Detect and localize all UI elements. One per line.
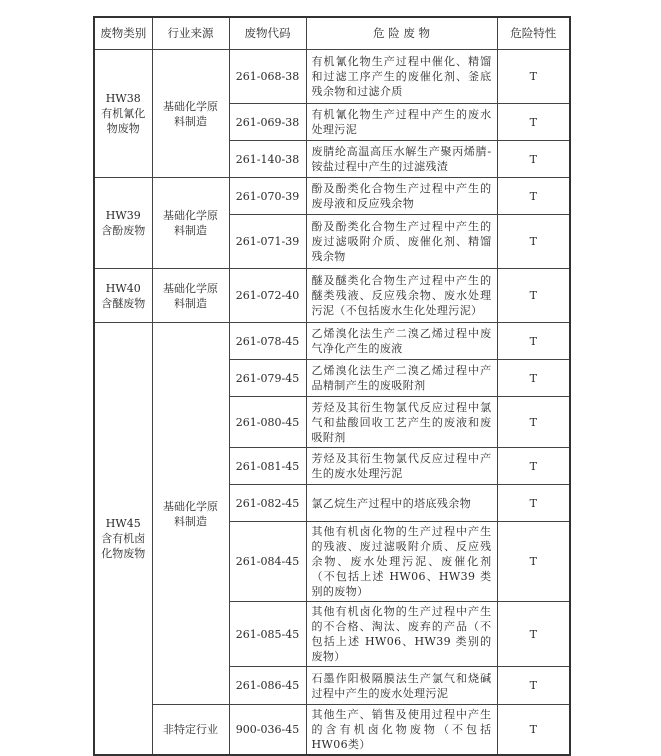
header-waste: 危 险 废 物 [306,17,497,50]
waste-description-cell: 其他有机卤化物的生产过程中产生的不合格、淘汰、废弃的产品（不包括上述 HW06、HW39 类别的废物） [306,602,497,667]
table-body [94,50,570,756]
hazard-property-cell: T [497,448,570,485]
industry-source-cell: 基础化学原料制造 [152,178,229,269]
waste-code-cell: 261-070-39 [229,178,306,215]
waste-code-cell: 900-036-45 [229,705,306,756]
table-header [94,17,570,50]
waste-code-cell: 261-080-45 [229,397,306,448]
table-row [94,323,570,360]
hazard-property-cell: T [497,705,570,756]
category-cell [94,323,152,756]
hazard-property-cell: T [497,667,570,705]
industry-source-cell: 基础化学原料制造 [152,269,229,323]
category-name: 含醚废物 [101,296,146,310]
table-row [94,269,570,323]
waste-description-cell: 其他生产、销售及使用过程中产生的含有机卤化物废物（不包括HW06类） [306,705,497,756]
header-row [94,17,570,50]
waste-code-cell: 261-071-39 [229,215,306,269]
waste-code-cell: 261-068-38 [229,50,306,104]
waste-code-cell: 261-081-45 [229,448,306,485]
industry-source-cell: 非特定行业 [152,705,229,756]
hazard-property-cell: T [497,178,570,215]
header-code: 废物代码 [229,17,306,50]
hazard-property-cell: T [497,602,570,667]
waste-code-cell: 261-069-38 [229,104,306,141]
waste-description-cell: 废腈纶高温高压水解生产聚丙烯腈-铵盐过程中产生的过滤残渣 [306,141,497,178]
waste-code-cell: 261-084-45 [229,522,306,602]
category-name: 含酚废物 [101,224,146,237]
hazardous-waste-table [93,16,571,756]
waste-description-cell: 其他有机卤化物的生产过程中产生的残液、废过滤吸附介质、反应残余物、废水处理污泥、废催化剂（不包括上述 HW06、HW39 类别的废物） [306,522,497,602]
waste-description-cell: 石墨作阳极隔膜法生产氯气和烧碱过程中产生的废水处理污泥 [306,667,497,705]
hazard-property-cell: T [497,215,570,269]
hazard-property-cell: T [497,104,570,141]
waste-code-cell: 261-079-45 [229,360,306,397]
waste-code-cell: 261-082-45 [229,485,306,522]
waste-description-cell: 乙烯溴化法生产二溴乙烯过程中产品精制产生的废吸附剂 [306,360,497,397]
industry-source-cell: 基础化学原料制造 [152,323,229,705]
category-code: HW39 [105,209,141,222]
category-name: 有机氰化 [101,107,146,120]
table-row [94,50,570,104]
hazard-property-cell: T [497,269,570,323]
hazard-property-cell: T [497,397,570,448]
waste-description-cell: 芳烃及其衍生物氯代反应过程中氯气和盐酸回收工艺产生的废液和废吸附剂 [306,397,497,448]
waste-code-cell: 261-085-45 [229,602,306,667]
waste-code-cell: 261-086-45 [229,667,306,705]
category-name: 化物废物 [101,547,146,560]
header-hazard: 危险特性 [497,17,570,50]
waste-description-cell: 乙烯溴化法生产二溴乙烯过程中废气净化产生的废液 [306,323,497,360]
hazard-property-cell: T [497,360,570,397]
table-row [94,178,570,215]
waste-description-cell: 醚及醚类化合物生产过程中产生的醚类残液、反应残余物、废水处理污泥（不包括废水生化处理污泥） [306,269,497,323]
category-name: 含有机卤 [101,532,146,545]
hazard-property-cell: T [497,141,570,178]
waste-description-cell: 氯乙烷生产过程中的塔底残余物 [306,485,497,522]
hazard-property-cell: T [497,485,570,522]
category-cell [94,178,152,269]
header-category: 废物类别 [94,17,152,50]
waste-code-cell: 261-072-40 [229,269,306,323]
waste-description-cell: 酚及酚类化合物生产过程中产生的废过滤吸附介质、废催化剂、精馏残余物 [306,215,497,269]
waste-description-cell: 芳烃及其衍生物氯代反应过程中产生的废水处理污泥 [306,448,497,485]
waste-code-cell: 261-078-45 [229,323,306,360]
header-source: 行业来源 [152,17,229,50]
hazard-property-cell: T [497,323,570,360]
category-name: 物废物 [106,122,140,135]
table-row [94,705,570,756]
waste-code-cell: 261-140-38 [229,141,306,178]
category-code: HW40 [105,281,141,295]
hazard-property-cell: T [497,50,570,104]
category-code: HW38 [105,92,141,105]
category-code: HW45 [105,517,141,530]
industry-source-cell: 基础化学原料制造 [152,50,229,178]
waste-description-cell: 酚及酚类化合物生产过程中产生的废母液和反应残余物 [306,178,497,215]
category-cell [94,269,152,323]
waste-description-cell: 有机氰化物生产过程中产生的废水处理污泥 [306,104,497,141]
waste-description-cell: 有机氰化物生产过程中催化、精馏和过滤工序产生的废催化剂、釜底残余物和过滤介质 [306,50,497,104]
hazard-property-cell: T [497,522,570,602]
category-cell [94,50,152,178]
